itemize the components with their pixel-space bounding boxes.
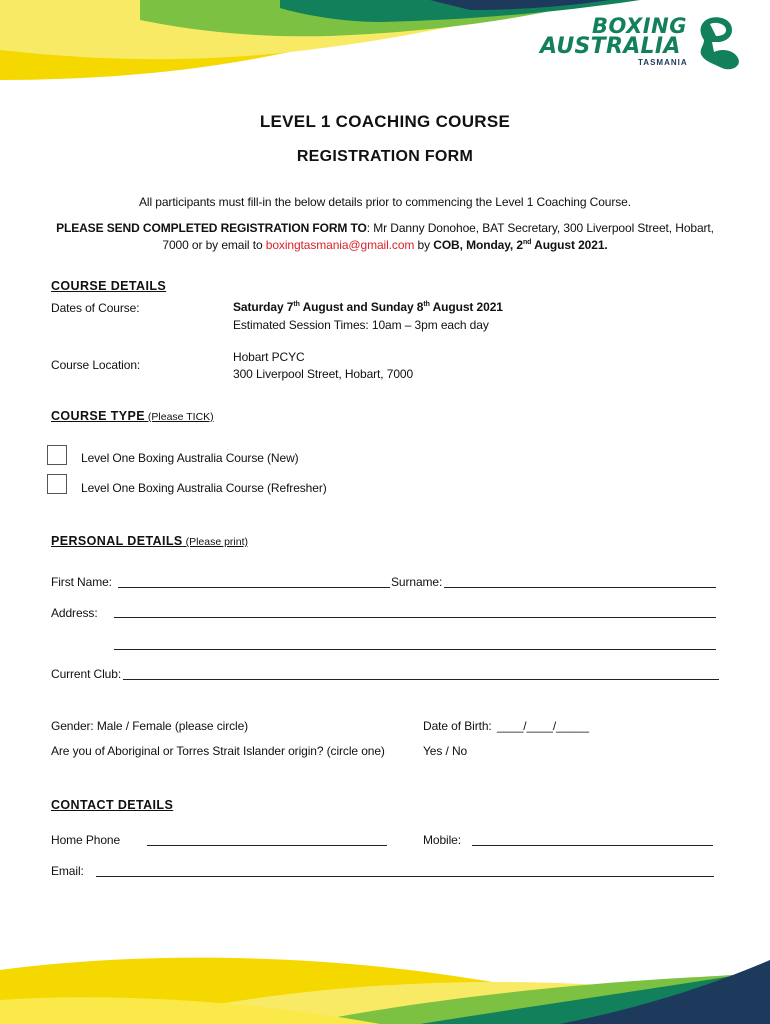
surname-field[interactable] (444, 587, 716, 588)
dob-label: Date of Birth: (423, 719, 492, 733)
email-link[interactable]: boxingtasmania@gmail.com (265, 238, 415, 252)
send-label: PLEASE SEND COMPLETED REGISTRATION FORM TO (56, 221, 367, 235)
deadline: COB, Monday, 2nd August 2021. (433, 238, 608, 252)
home-phone-label: Home Phone (51, 833, 121, 847)
first-name-field[interactable] (118, 587, 390, 588)
course-dates: Saturday 7th August and Sunday 8th August 2021 (233, 300, 503, 314)
origin-options[interactable]: Yes / No (423, 744, 468, 758)
surname-label: Surname: (391, 575, 443, 589)
address-field-line-1[interactable] (114, 617, 716, 618)
contact-details-heading: CONTACT DETAILS (51, 798, 174, 812)
boxing-glove-icon (698, 16, 742, 70)
email-field[interactable] (96, 876, 714, 877)
course-type-heading: COURSE TYPE (Please TICK) (51, 409, 214, 423)
location-label: Course Location: (51, 358, 141, 372)
dob-field[interactable]: ____/____/_____ (497, 719, 589, 733)
session-times: Estimated Session Times: 10am – 3pm each day (233, 318, 489, 332)
address-field-line-2[interactable] (114, 649, 716, 650)
logo-line-1: BOXING (592, 14, 687, 38)
course-new-label: Level One Boxing Australia Course (New) (81, 451, 299, 465)
footer-swoosh (0, 930, 770, 1024)
club-label: Current Club: (51, 667, 122, 681)
intro-text: All participants must fill-in the below details prior to commencing the Level 1 Coaching Course. (139, 195, 631, 209)
address-label: Address: (51, 606, 98, 620)
logo-line-2: AUSTRALIA (540, 34, 681, 59)
send-by: by (414, 238, 434, 252)
club-field[interactable] (123, 679, 719, 680)
email-label: Email: (51, 864, 84, 878)
send-email-prefix: 7000 or by email to (162, 238, 266, 252)
origin-label: Are you of Aboriginal or Torres Strait Islander origin? (circle one) (51, 744, 385, 758)
course-refresher-label: Level One Boxing Australia Course (Refresher) (81, 481, 327, 495)
first-name-label: First Name: (51, 575, 112, 589)
send-instructions-line1 (0, 221, 770, 235)
page-subtitle: REGISTRATION FORM (296, 148, 474, 165)
send-instructions-line2 (0, 238, 770, 252)
home-phone-field[interactable] (147, 845, 387, 846)
personal-details-heading: PERSONAL DETAILS (Please print) (51, 534, 249, 548)
location-line-1: Hobart PCYC (233, 350, 305, 364)
page-title: LEVEL 1 COACHING COURSE (259, 112, 511, 131)
send-address: : Mr Danny Donohoe, BAT Secretary, 300 Liverpool Street, Hobart, (366, 221, 714, 235)
mobile-field[interactable] (472, 845, 713, 846)
gender-label[interactable]: Gender: Male / Female (please circle) (51, 719, 249, 733)
dates-label: Dates of Course: (51, 301, 140, 315)
boxing-australia-logo (540, 14, 750, 74)
course-details-heading: COURSE DETAILS (51, 279, 167, 293)
course-new-checkbox[interactable] (47, 445, 67, 465)
mobile-label: Mobile: (423, 833, 461, 847)
course-refresher-checkbox[interactable] (47, 474, 67, 494)
location-line-2: 300 Liverpool Street, Hobart, 7000 (233, 367, 414, 381)
logo-line-3: TASMANIA (638, 58, 688, 67)
